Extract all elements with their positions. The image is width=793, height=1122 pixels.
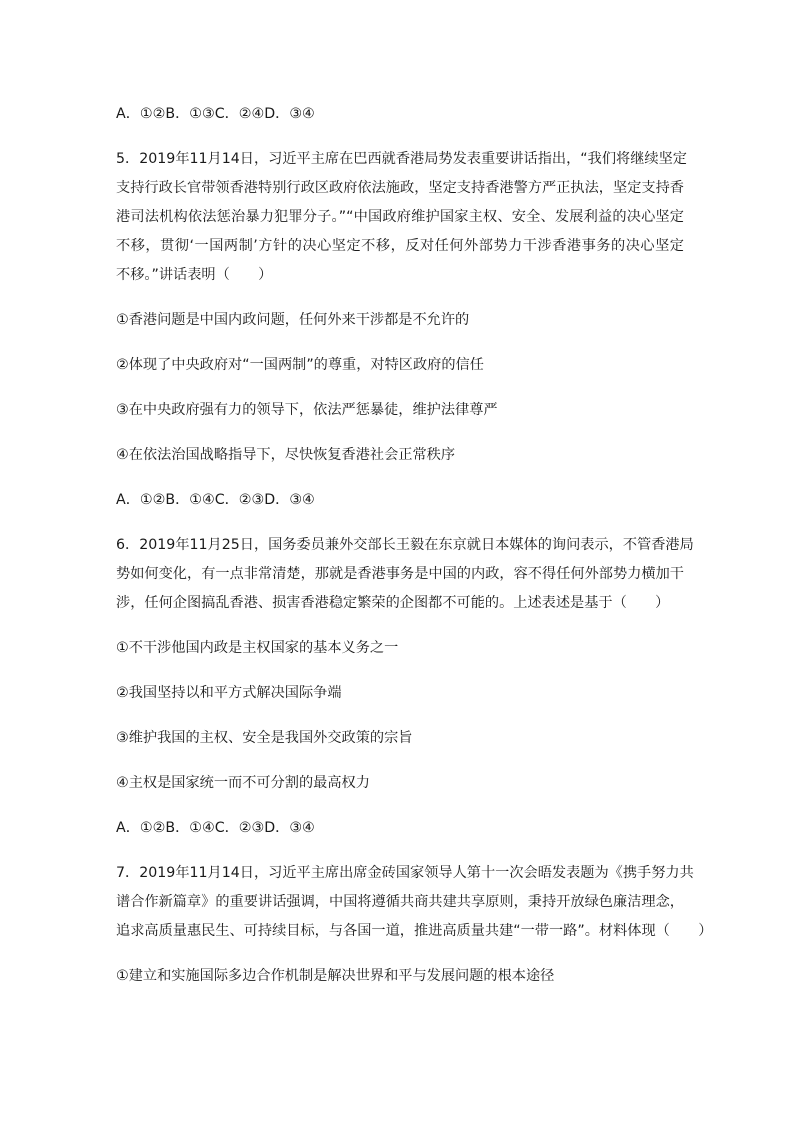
q7-stem-line-2: 谱合作新篇章》的重要讲话强调，中国将遵循共商共建共享原则，秉持开放绿色廉洁理念， bbox=[116, 894, 684, 910]
q7-stem-line-3: 追求高质量惠民生、可持续目标，与各国一道，推进高质量共建“一带一路”。材料体现（ ） bbox=[116, 923, 713, 939]
q5-stem-line-5: 不移。”讲话表明（ ） bbox=[116, 267, 273, 283]
q6-stem-line-2: 势如何变化，有一点非常清楚，那就是香港事务是中国的内政，容不得任何外部势力横加干 bbox=[116, 566, 684, 582]
q4-answer-options: A．①②B．①③C．②④D．③④ bbox=[116, 106, 315, 122]
q5-answer-options: A．①②B．①④C．②③D．③④ bbox=[116, 492, 315, 508]
q7-stem-line-1: 7．2019年11月14日，习近平主席出席金砖国家领导人第十一次会晤发表题为《携手努力共 bbox=[116, 865, 694, 881]
q6-option-2: ②我国坚持以和平方式解决国际争端 bbox=[116, 685, 342, 701]
q6-stem-line-1: 6．2019年11月25日，国务委员兼外交部长王毅在东京就日本媒体的询问表示，不管香港局 bbox=[116, 537, 694, 553]
q5-option-2: ②体现了中央政府对“一国两制”的尊重，对特区政府的信任 bbox=[116, 357, 484, 373]
q5-stem-line-3: 港司法机构依法惩治暴力犯罪分子。”“中国政府维护国家主权、安全、发展利益的决心坚定 bbox=[116, 209, 684, 225]
q5-option-1: ①香港问题是中国内政问题，任何外来干涉都是不允许的 bbox=[116, 312, 470, 328]
q7-option-1: ①建立和实施国际多边合作机制是解决世界和平与发展问题的根本途径 bbox=[116, 968, 555, 984]
q6-option-1: ①不干涉他国内政是主权国家的基本义务之一 bbox=[116, 640, 399, 656]
q5-option-3: ③在中央政府强有力的领导下，依法严惩暴徒，维护法律尊严 bbox=[116, 402, 498, 418]
q6-option-3: ③维护我国的主权、安全是我国外交政策的宗旨 bbox=[116, 730, 413, 746]
q6-option-4: ④主权是国家统一而不可分割的最高权力 bbox=[116, 775, 370, 791]
q5-stem-line-4: 不移，贯彻‘一国两制’方针的决心坚定不移，反对任何外部势力干涉香港事务的决心坚定 bbox=[116, 238, 684, 254]
q5-stem-line-2: 支持行政长官带领香港特别行政区政府依法施政，坚定支持香港警方严正执法，坚定支持香 bbox=[116, 180, 684, 196]
q6-answer-options: A．①②B．①④C．②③D．③④ bbox=[116, 820, 315, 836]
q5-option-4: ④在依法治国战略指导下，尽快恢复香港社会正常秩序 bbox=[116, 447, 456, 463]
q5-stem-line-1: 5．2019年11月14日，习近平主席在巴西就香港局势发表重要讲话指出，“我们将继续坚定 bbox=[116, 151, 687, 167]
q6-stem-line-3: 涉，任何企图搞乱香港、损害香港稳定繁荣的企图都不可能的。上述表述是基于（ ） bbox=[116, 595, 670, 611]
